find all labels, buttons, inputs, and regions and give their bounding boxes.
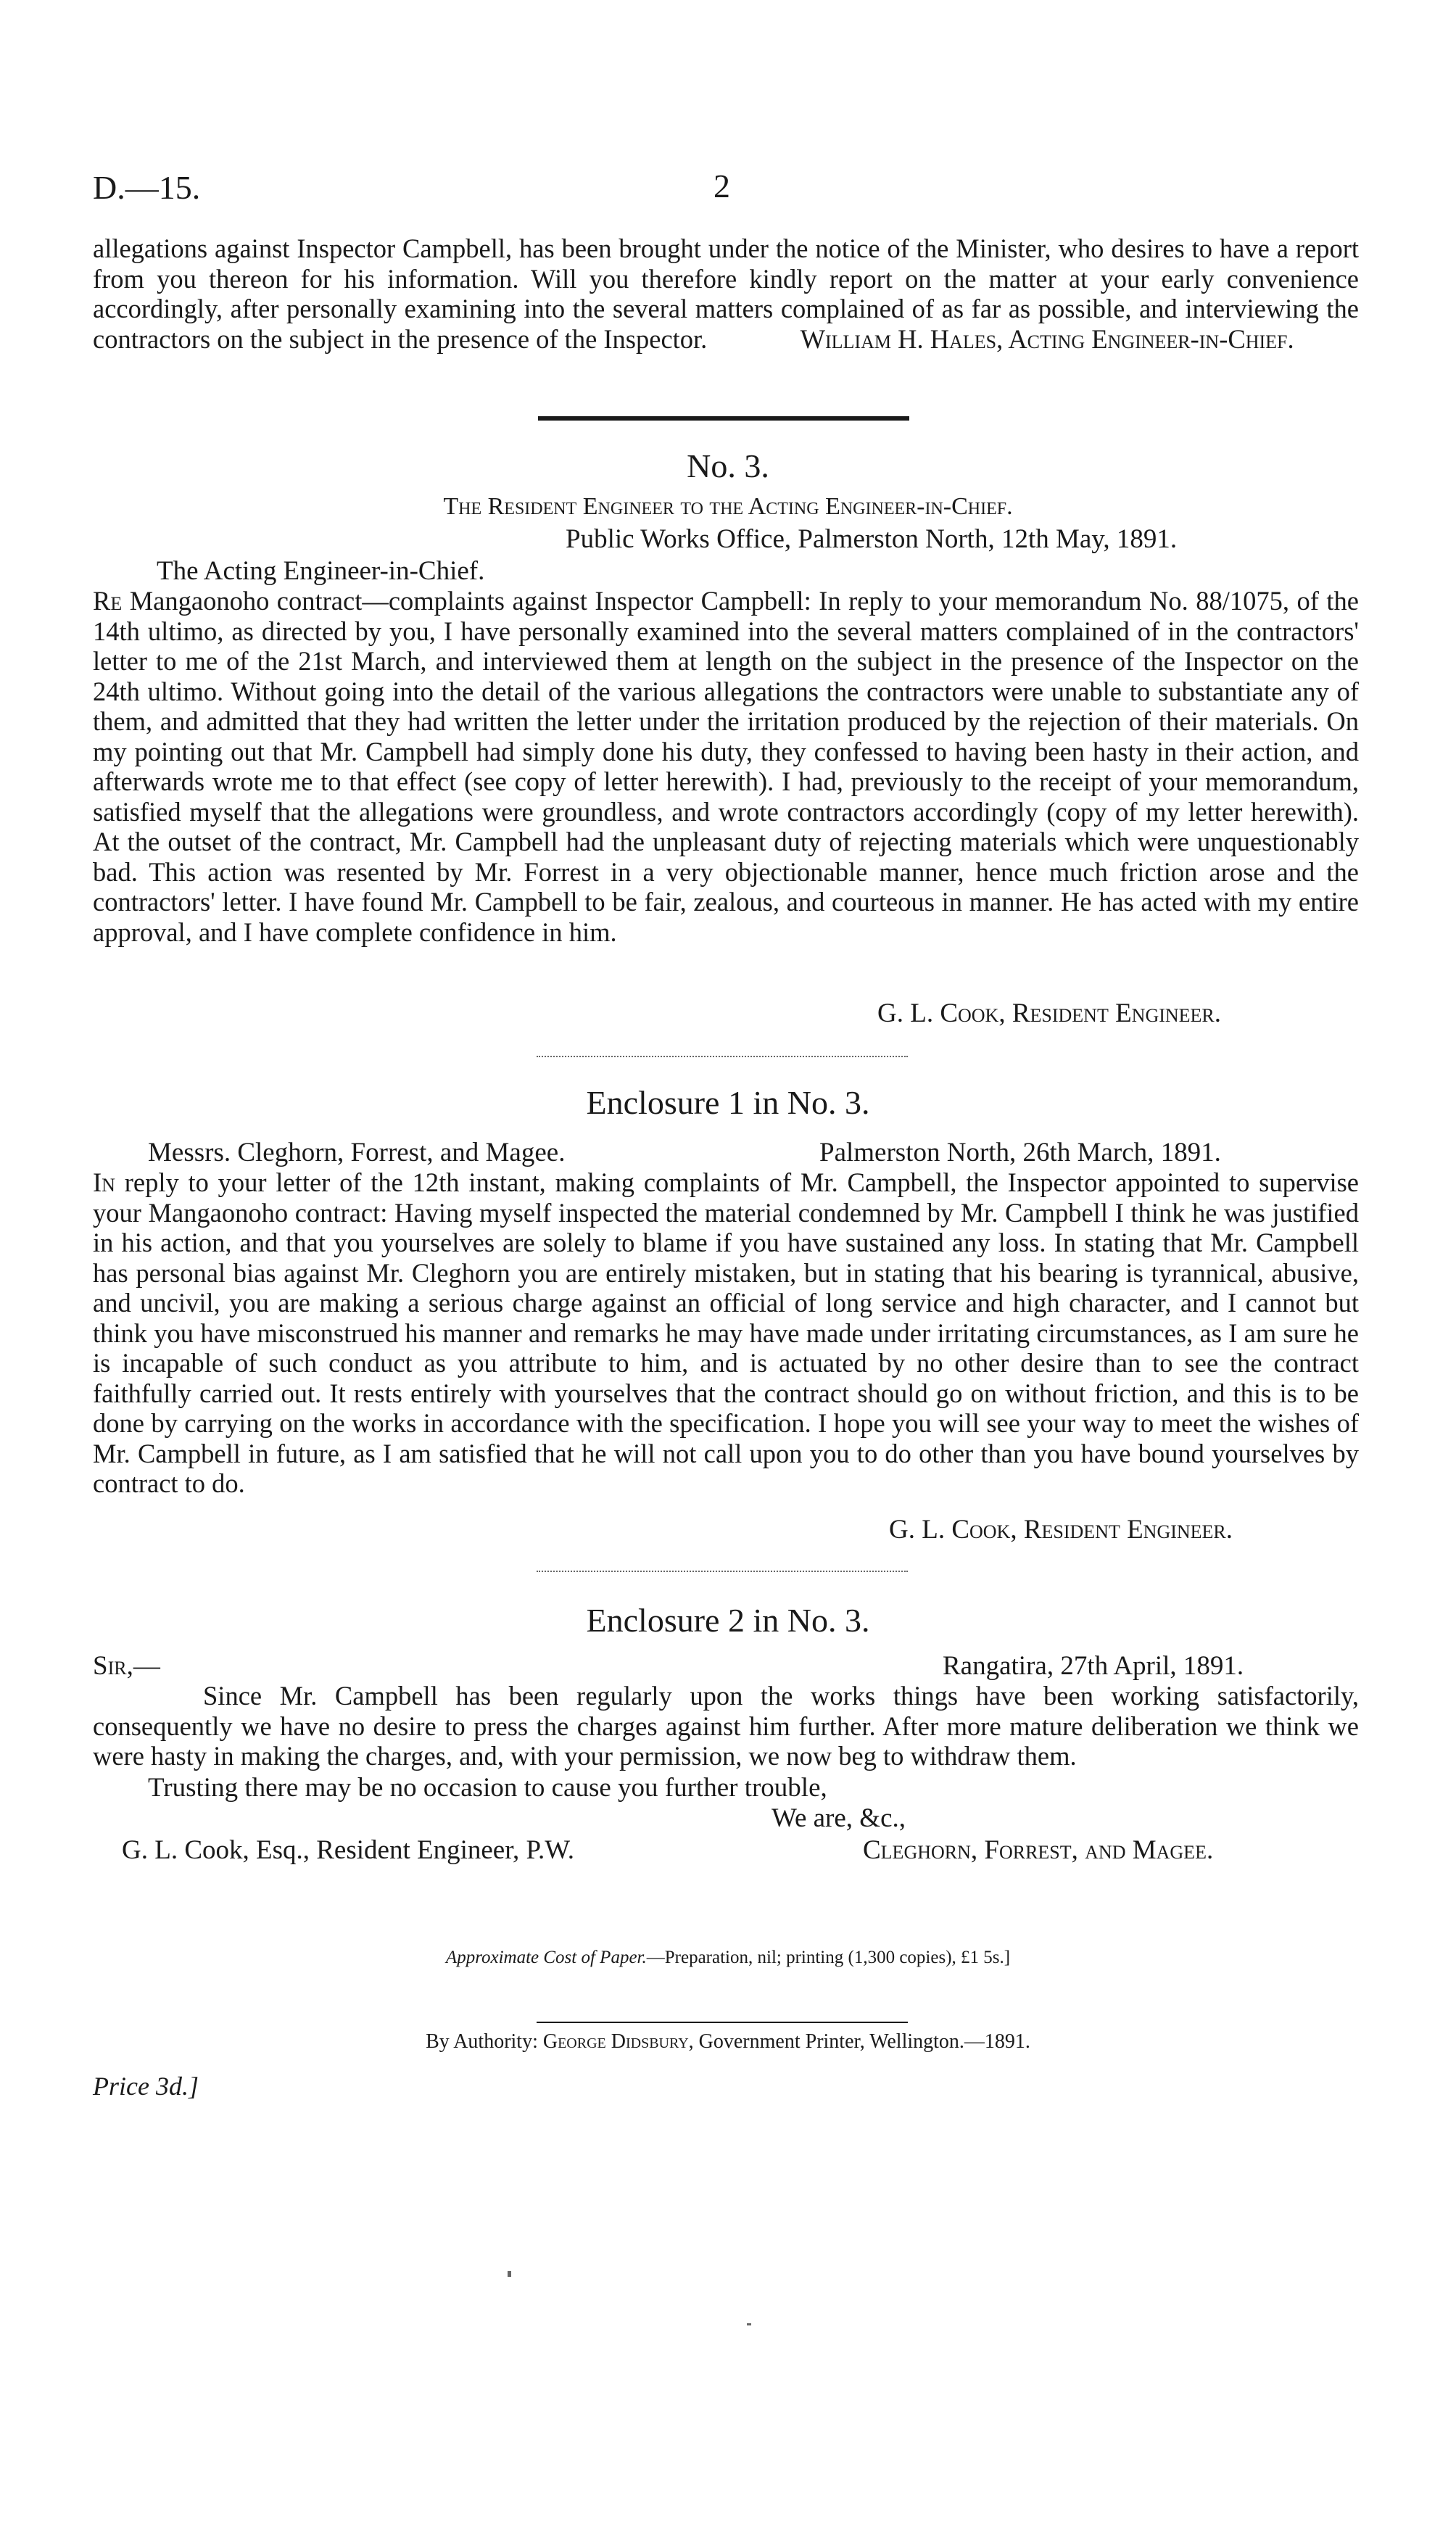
section-divider <box>538 416 909 421</box>
enc2-valediction: We are, &c., <box>772 1803 906 1833</box>
enc1-dateline: Palmerston North, 26th March, 1891. <box>819 1138 1221 1167</box>
intro-paragraph <box>93 233 1359 354</box>
enc2-dateline: Rangatira, 27th April, 1891. <box>943 1651 1244 1681</box>
no3-body <box>93 586 1359 947</box>
enc2-heading: Enclosure 2 in No. 3. <box>586 1602 870 1639</box>
printer-suffix: Government Printer, Wellington.—1891. <box>698 2030 1030 2053</box>
printer-name: George Didsbury, <box>542 2030 694 2053</box>
footer-rule <box>537 2022 908 2023</box>
page-number: 2 <box>713 168 730 204</box>
section-divider-dotted <box>537 1571 908 1572</box>
no3-re: Re <box>93 586 123 616</box>
enc1-body-text: reply to your letter of the 12th instant, making complaints of Mr. Campbell, the Inspector appointed to supervise your Mangaonoho contract: Having myself inspected the material condemned by Mr. Campbell I think he was justified in his action, and that you yourselves are solely to blame if you have sustained any loss. In stating that Mr. Campbell has personal bias against Mr. Cleghorn you are entirely mistaken, but in stating that his bearing is tyrannical, abusive, and uncivil, you are making a serious charge against an official of long service and high character, and I cannot but think you have misconstrued his manner and remarks he may have made under irritating circumstances, as I am sure he is incapable of such conduct as you attribute to him, and is actuated by no other desire than to see the contract faithfully carried out. It rests entirely with yourselves that the contract should go on without friction, and this is to be done by carrying on the works in accordance with the specification. I hope you will see your way to meet the wishes of Mr. Campbell in future, as I am satisfied that he will not call upon you to do other than you have bound yourselves by contract to do. <box>93 1167 1359 1498</box>
enc2-recipient: G. L. Cook, Esq., Resident Engineer, P.W. <box>122 1835 575 1865</box>
no3-heading: No. 3. <box>687 447 769 484</box>
enc1-lead: In <box>93 1167 115 1197</box>
cost-of-paper-note <box>0 1948 1456 1968</box>
enc2-body: Since Mr. Campbell has been regularly upon the works things have been working satisfactorily, consequently we have no desire to press the charges against him further. After more mature deliberation we think we were hasty in making the charges, and, with your permission, we now beg to withdraw them. <box>93 1681 1359 1771</box>
price: Price 3d.] <box>93 2072 199 2101</box>
no3-dateline: Public Works Office, Palmerston North, 12th May, 1891. <box>566 524 1178 554</box>
enc2-signatories: Cleghorn, Forrest, and Magee. <box>863 1835 1214 1865</box>
intro-text: allegations against Inspector Campbell, has been brought under the notice of the Minister, who desires to have a report from you thereon for his information. Will you therefore kindly report on the matter at your early convenience accordingly, after personally examining into the several matters complained of as far as possible, and interviewing the contractors on the subject in the presence of the Inspector. <box>93 233 1359 354</box>
enc2-closing-line: Trusting there may be no occasion to cause you further trouble, <box>148 1773 827 1803</box>
cost-text: —Preparation, nil; printing (1,300 copies), £1 5s.] <box>646 1948 1011 1967</box>
no3-addressee: The Acting Engineer-in-Chief. <box>157 556 485 586</box>
section-divider-dotted <box>537 1056 908 1057</box>
enc1-addressee: Messrs. Cleghorn, Forrest, and Magee. <box>148 1138 566 1167</box>
document-code: D.—15. <box>93 169 201 206</box>
no3-subheading: The Resident Engineer to the Acting Engineer-in-Chief. <box>443 493 1013 520</box>
no3-signature: G. L. Cook, Resident Engineer. <box>877 998 1222 1028</box>
cost-label: Approximate Cost of Paper. <box>445 1948 647 1967</box>
no3-body-text: Mangaonoho contract—complaints against Inspector Campbell: In reply to your memorandum No. 88/1075, of the 14th ultimo, as directed by you, I have personally examined into the several matters complained of in the contractors' letter to me of the 21st March, and interviewed them at length on the subject in the presence of the Inspector on the 24th ultimo. Without going into the detail of the various allegations the contractors were unable to substantiate any of them, and admitted that they had written the letter under the irritation produced by the rejection of their materials. On my pointing out that Mr. Campbell had simply done his duty, they confessed to having been hasty in their action, and afterwards wrote me to that effect (see copy of letter herewith). I had, previously to the receipt of your memorandum, satisfied myself that the allegations were groundless, and wrote contractors accordingly (copy of my letter herewith). At the outset of the contract, Mr. Campbell had the unpleasant duty of rejecting materials which were unquestionably bad. This action was resented by Mr. Forrest in a very objectionable manner, hence much friction arose and the contractors' letter. I have found Mr. Campbell to be fair, zealous, and courteous in manner. He has acted with my entire approval, and I have complete confidence in him. <box>93 586 1359 947</box>
enc1-heading: Enclosure 1 in No. 3. <box>586 1084 870 1121</box>
authority-prefix: By Authority: <box>426 2030 538 2053</box>
printer-imprint <box>0 2030 1456 2054</box>
intro-signature: William H. Hales, Acting Engineer-in-Chief. <box>800 323 1294 354</box>
print-speck <box>508 2271 511 2277</box>
enc2-salutation: Sir,— <box>93 1651 160 1681</box>
enc1-body <box>93 1167 1359 1499</box>
print-speck <box>747 2323 751 2325</box>
enc1-signature: G. L. Cook, Resident Engineer. <box>889 1515 1233 1544</box>
